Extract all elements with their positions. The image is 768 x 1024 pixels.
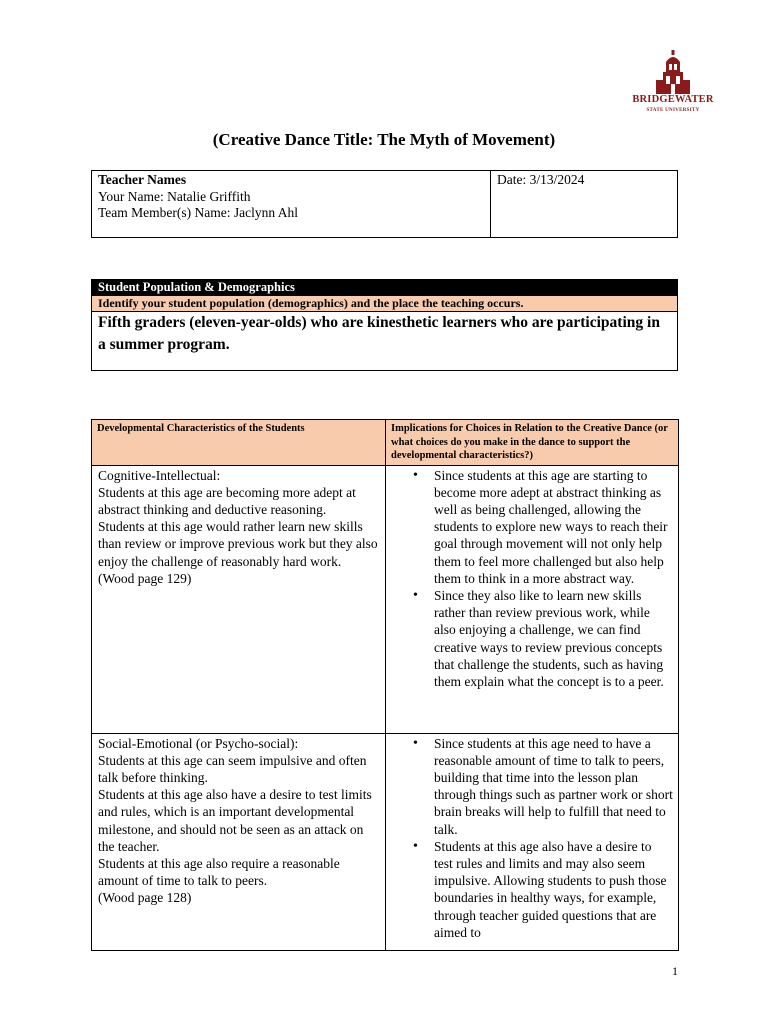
table-row xyxy=(92,465,679,733)
cell-line: (Wood page 128) xyxy=(98,890,192,906)
teacher-table xyxy=(91,170,678,238)
team-members: Team Member(s) Name: Jaclynn Ahl xyxy=(98,205,298,220)
logo-sub: STATE UNIVERSITY xyxy=(646,107,700,113)
cell-line: Cognitive-Intellectual: xyxy=(98,467,221,483)
your-name: Your Name: Natalie Griffith xyxy=(98,188,251,204)
list-item: • Since they also like to learn new skills rather than review previous work, while also enjoying a challenge, we can find creative ways to review previous concepts that challenge the students, such as having them explain what the concept is to a peer. xyxy=(434,587,673,690)
date-cell xyxy=(491,171,678,238)
dev-header-left: Developmental Characteristics of the Students xyxy=(92,420,386,466)
teacher-heading: Teacher Names xyxy=(98,172,187,187)
cell-line: (Wood page 129) xyxy=(98,570,192,586)
cell-line: Students at this age also have a desire to test limits and rules, which is an important developmental milestone, and should not be seen as an attack on the teacher. xyxy=(98,787,372,854)
demographics-instruction: Identify your student population (demographics) and the place the teaching occurs. xyxy=(92,296,678,312)
cell-line: Students at this age can seem impulsive and often talk before thinking. xyxy=(98,752,367,785)
cell-line: Students at this age would rather learn new skills than review or improve previous work but they also enjoy the challenge of reasonably hard work. xyxy=(98,519,378,569)
tower-icon xyxy=(656,50,690,94)
title-text: (Creative Dance Title: The Myth of Movement) xyxy=(212,130,556,149)
page-title xyxy=(0,130,768,150)
table-row xyxy=(92,733,679,950)
list-item: • Students at this age also have a desire to test rules and limits and may also seem impulsive. Allowing students to push those boundaries in healthy ways, for example, through teacher guided questions that are aimed to xyxy=(434,838,673,941)
teacher-cell xyxy=(92,171,491,238)
social-emotional-implications-cell xyxy=(386,733,679,950)
page-number: 1 xyxy=(672,964,678,978)
demographics-table xyxy=(91,279,678,371)
dev-header-right: Implications for Choices in Relation to the Creative Dance (or what choices do you make in the dance to support the developmental characteristics?) xyxy=(386,420,679,466)
demographics-header: Student Population & Demographics xyxy=(92,280,678,296)
developmental-table xyxy=(91,419,679,951)
cell-line: Students at this age also require a reasonable amount of time to talk to peers. xyxy=(98,855,340,889)
cell-line: Social-Emotional (or Psycho-social): xyxy=(98,735,299,751)
demographics-body: Fifth graders (eleven-year-olds) who are kinesthetic learners who are participating in a summer program. xyxy=(92,312,678,371)
bullet-list xyxy=(392,467,673,691)
bullet-list xyxy=(392,735,673,941)
date: Date: 3/13/2024 xyxy=(497,172,585,187)
cognitive-implications-cell xyxy=(386,465,679,733)
social-emotional-cell xyxy=(92,733,386,950)
cognitive-cell xyxy=(92,465,386,733)
list-item: • Since students at this age are starting to become more adept at abstract thinking as well as being challenged, allowing the students to explore new ways to reach their goal through movement will not only help them to feel more challenged but also help them to think in a more abstract way. xyxy=(434,467,673,587)
bridgewater-logo xyxy=(630,50,716,126)
list-item: • Since students at this age need to have a reasonable amount of time to talk to peers, building that time into the lesson plan through things such as partner work or short brain breaks will help to fulfill that need to talk. xyxy=(434,735,673,838)
cell-line: Students at this age are becoming more adept at abstract thinking and deductive reasoning. xyxy=(98,484,356,517)
logo-brand: BRIDGEWATER xyxy=(632,94,714,105)
